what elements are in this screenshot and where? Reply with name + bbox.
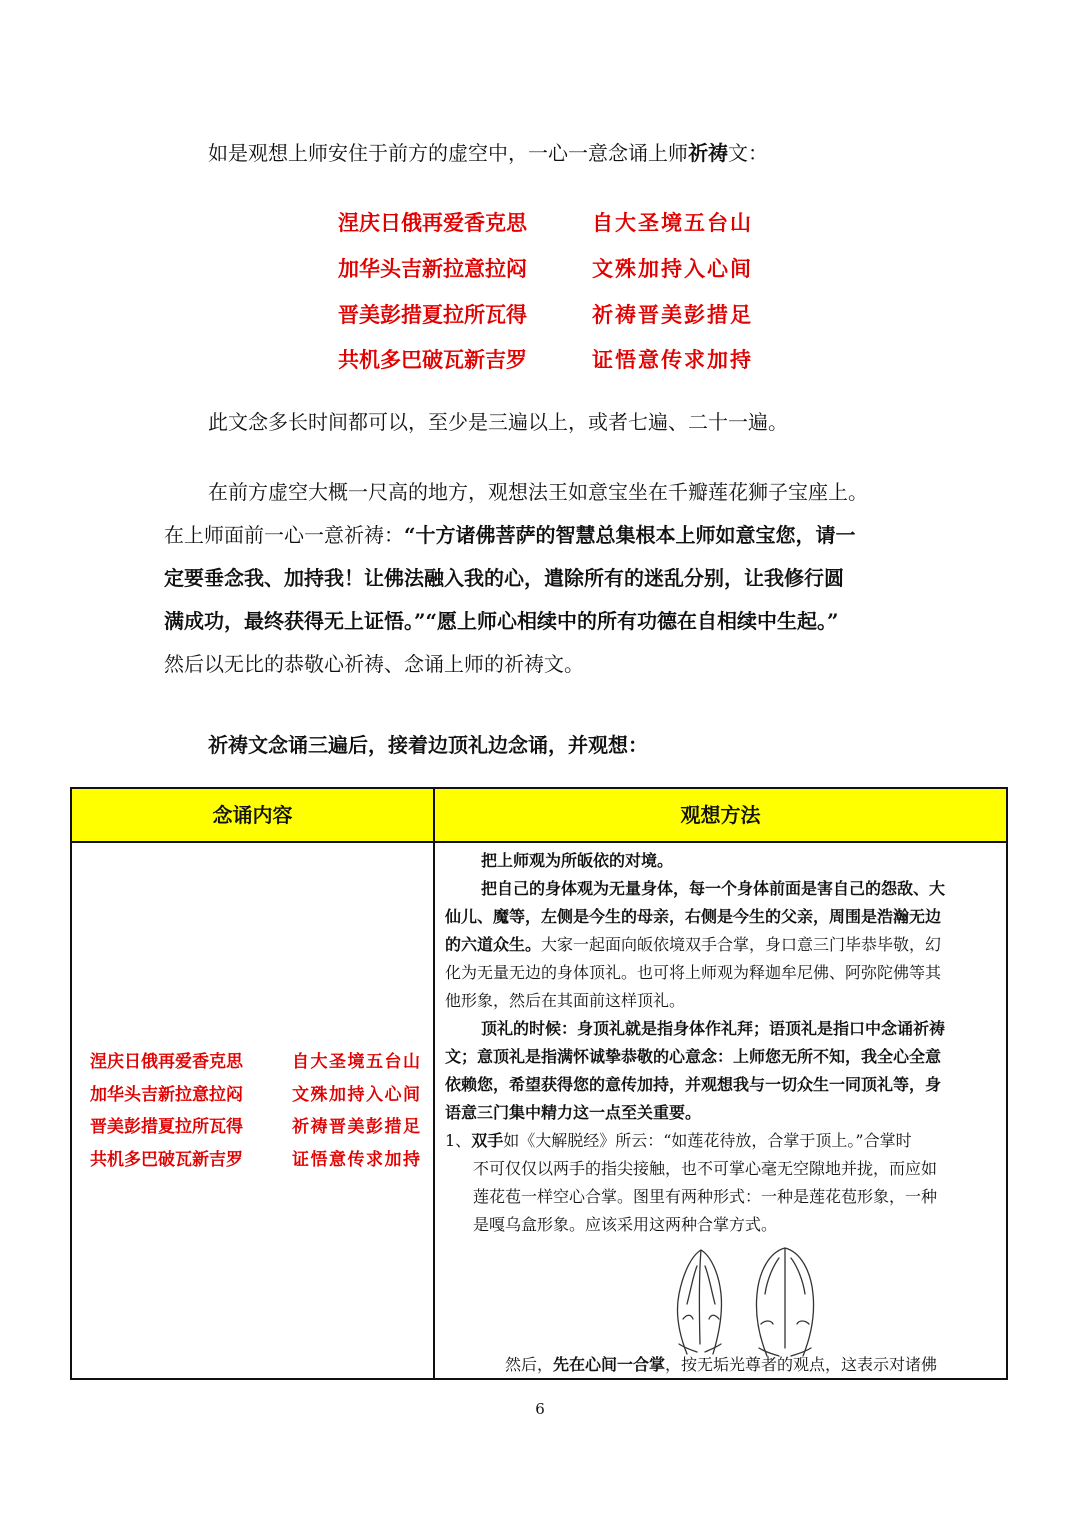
repetition-paragraph: 此文念多长时间都可以，至少是三遍以上，或者七遍、二十一遍。 — [208, 410, 788, 434]
visualization-paragraph — [164, 471, 924, 686]
method-line: 文；意顶礼是指满怀诚挚恭敬的心意念：上师您无所不知，我全心全意 — [445, 1047, 942, 1066]
mantra-line-2-tibetan: 加华头吉新拉意拉闷 — [338, 256, 527, 281]
mantra-line-1-chinese: 自大圣境五台山 — [592, 210, 753, 235]
table-mantra-3-chinese: 祈祷晋美彭措足 — [292, 1117, 422, 1137]
visualization-method-text — [445, 847, 1003, 1374]
table-mantra-1-tibetan: 涅庆日俄再爱香克思 — [90, 1052, 243, 1072]
method-bold-span: 双手 — [471, 1131, 504, 1150]
method-line — [445, 1127, 1003, 1155]
method-line: 化为无量无边的身体顶礼。也可将上师观为释迦牟尼佛、阿弥陀佛等其 — [445, 963, 942, 982]
intro-suffix: 文： — [728, 141, 768, 165]
table-mantra-2-tibetan: 加华头吉新拉意拉闷 — [90, 1085, 243, 1105]
column-divider — [433, 789, 435, 1378]
mantra-line-1-tibetan: 涅庆日俄再爱香克思 — [338, 210, 527, 235]
method-bold-span: 先在心间一合掌 — [553, 1355, 666, 1374]
method-normal-span: 大家一起面向皈依境双手合掌，身口意三门毕恭毕敬，幻 — [541, 935, 942, 954]
method-line: 语意三门集中精力这一点至关重要。 — [445, 1103, 702, 1122]
header-visualization-method: 观想方法 — [680, 803, 761, 827]
para2-line-4: 满成功，最终获得无上证悟。”“愿上师心相续中的所有功德在自相续中生起。” — [164, 609, 839, 633]
list-number: 1、 — [445, 1131, 472, 1150]
method-line: 依赖您，希望获得您的意传加持，并观想我与一切众生一同顶礼等，身 — [445, 1075, 942, 1094]
header-recitation-content: 念诵内容 — [212, 803, 293, 827]
practice-table — [70, 787, 1008, 1380]
table-mantra-2-chinese: 文殊加持入心间 — [292, 1085, 422, 1105]
method-line: 他形象，然后在其面前这样顶礼。 — [445, 991, 686, 1010]
mantra-line-4-tibetan: 共机多巴破瓦新吉罗 — [338, 347, 527, 372]
table-mantra-3-tibetan: 晋美彭措夏拉所瓦得 — [90, 1117, 243, 1137]
method-normal-span: 如《大解脱经》所云：“如莲花待放，合掌于顶上。”合掌时 — [503, 1131, 912, 1150]
joined-palms-illustration — [657, 1244, 837, 1364]
method-line: 仙儿、魔等，左侧是今生的母亲，右侧是今生的父亲，周围是浩瀚无边 — [445, 907, 942, 926]
para2-line-3: 定要垂念我、加持我！让佛法融入我的心，遣除所有的迷乱分别，让我修行圆 — [164, 566, 844, 590]
method-line: 莲花苞一样空心合掌。图里有两种形式：一种是莲花苞形象，一种 — [473, 1187, 938, 1206]
method-normal-span: 然后， — [505, 1355, 554, 1374]
method-line: 把上师观为所皈依的对境。 — [481, 851, 674, 870]
method-line: 不可仅仅以两手的指尖接触，也不可掌心毫无空隙地并拢，而应如 — [473, 1159, 938, 1178]
para2-line-1: 在前方虚空大概一尺高的地方，观想法王如意宝坐在千瓣莲花狮子宝座上。 — [208, 480, 868, 504]
method-bold-span: 的六道众生。 — [445, 935, 542, 954]
method-line — [445, 931, 1003, 959]
page-number: 6 — [535, 1400, 545, 1418]
table-mantra-1-chinese: 自大圣境五台山 — [292, 1052, 422, 1072]
gau-box-palms-icon — [756, 1248, 813, 1356]
table-mantra-4-chinese: 证悟意传求加持 — [292, 1150, 422, 1170]
lotus-bud-palms-icon — [677, 1250, 721, 1354]
mantra-line-4-chinese: 证悟意传求加持 — [592, 347, 753, 372]
method-line: 是嘎乌盒形象。应该采用这两种合掌方式。 — [473, 1215, 778, 1234]
mantra-line-3-chinese: 祈祷晋美彭措足 — [592, 302, 753, 327]
method-line: 把自己的身体观为无量身体，每一个身体前面是害自己的怨敌、大 — [481, 879, 946, 898]
para2-line-2-bold: “十方诸佛菩萨的智慧总集根本上师如意宝您，请一 — [404, 523, 856, 547]
para2-line-2-normal: 在上师面前一心一意祈祷： — [164, 523, 404, 547]
table-lead-heading: 祈祷文念诵三遍后，接着边顶礼边念诵，并观想： — [208, 733, 648, 757]
table-mantra-4-tibetan: 共机多巴破瓦新吉罗 — [90, 1150, 243, 1170]
method-normal-span: ，按无垢光尊者的观点，这表示对诸佛 — [665, 1355, 938, 1374]
intro-paragraph — [208, 132, 768, 175]
intro-text: 如是观想上师安住于前方的虚空中，一心一意念诵上师 — [208, 141, 688, 165]
para2-line-5: 然后以无比的恭敬心祈祷、念诵上师的祈祷文。 — [164, 652, 584, 676]
para2-line-2 — [164, 514, 924, 557]
mantra-line-2-chinese: 文殊加持入心间 — [592, 256, 753, 281]
method-line: 顶礼的时候：身顶礼就是指身体作礼拜；语顶礼是指口中念诵祈祷 — [481, 1019, 946, 1038]
table-header-row — [72, 789, 1006, 843]
intro-bold-text: 祈祷 — [688, 141, 728, 165]
mantra-line-3-tibetan: 晋美彭措夏拉所瓦得 — [338, 302, 527, 327]
